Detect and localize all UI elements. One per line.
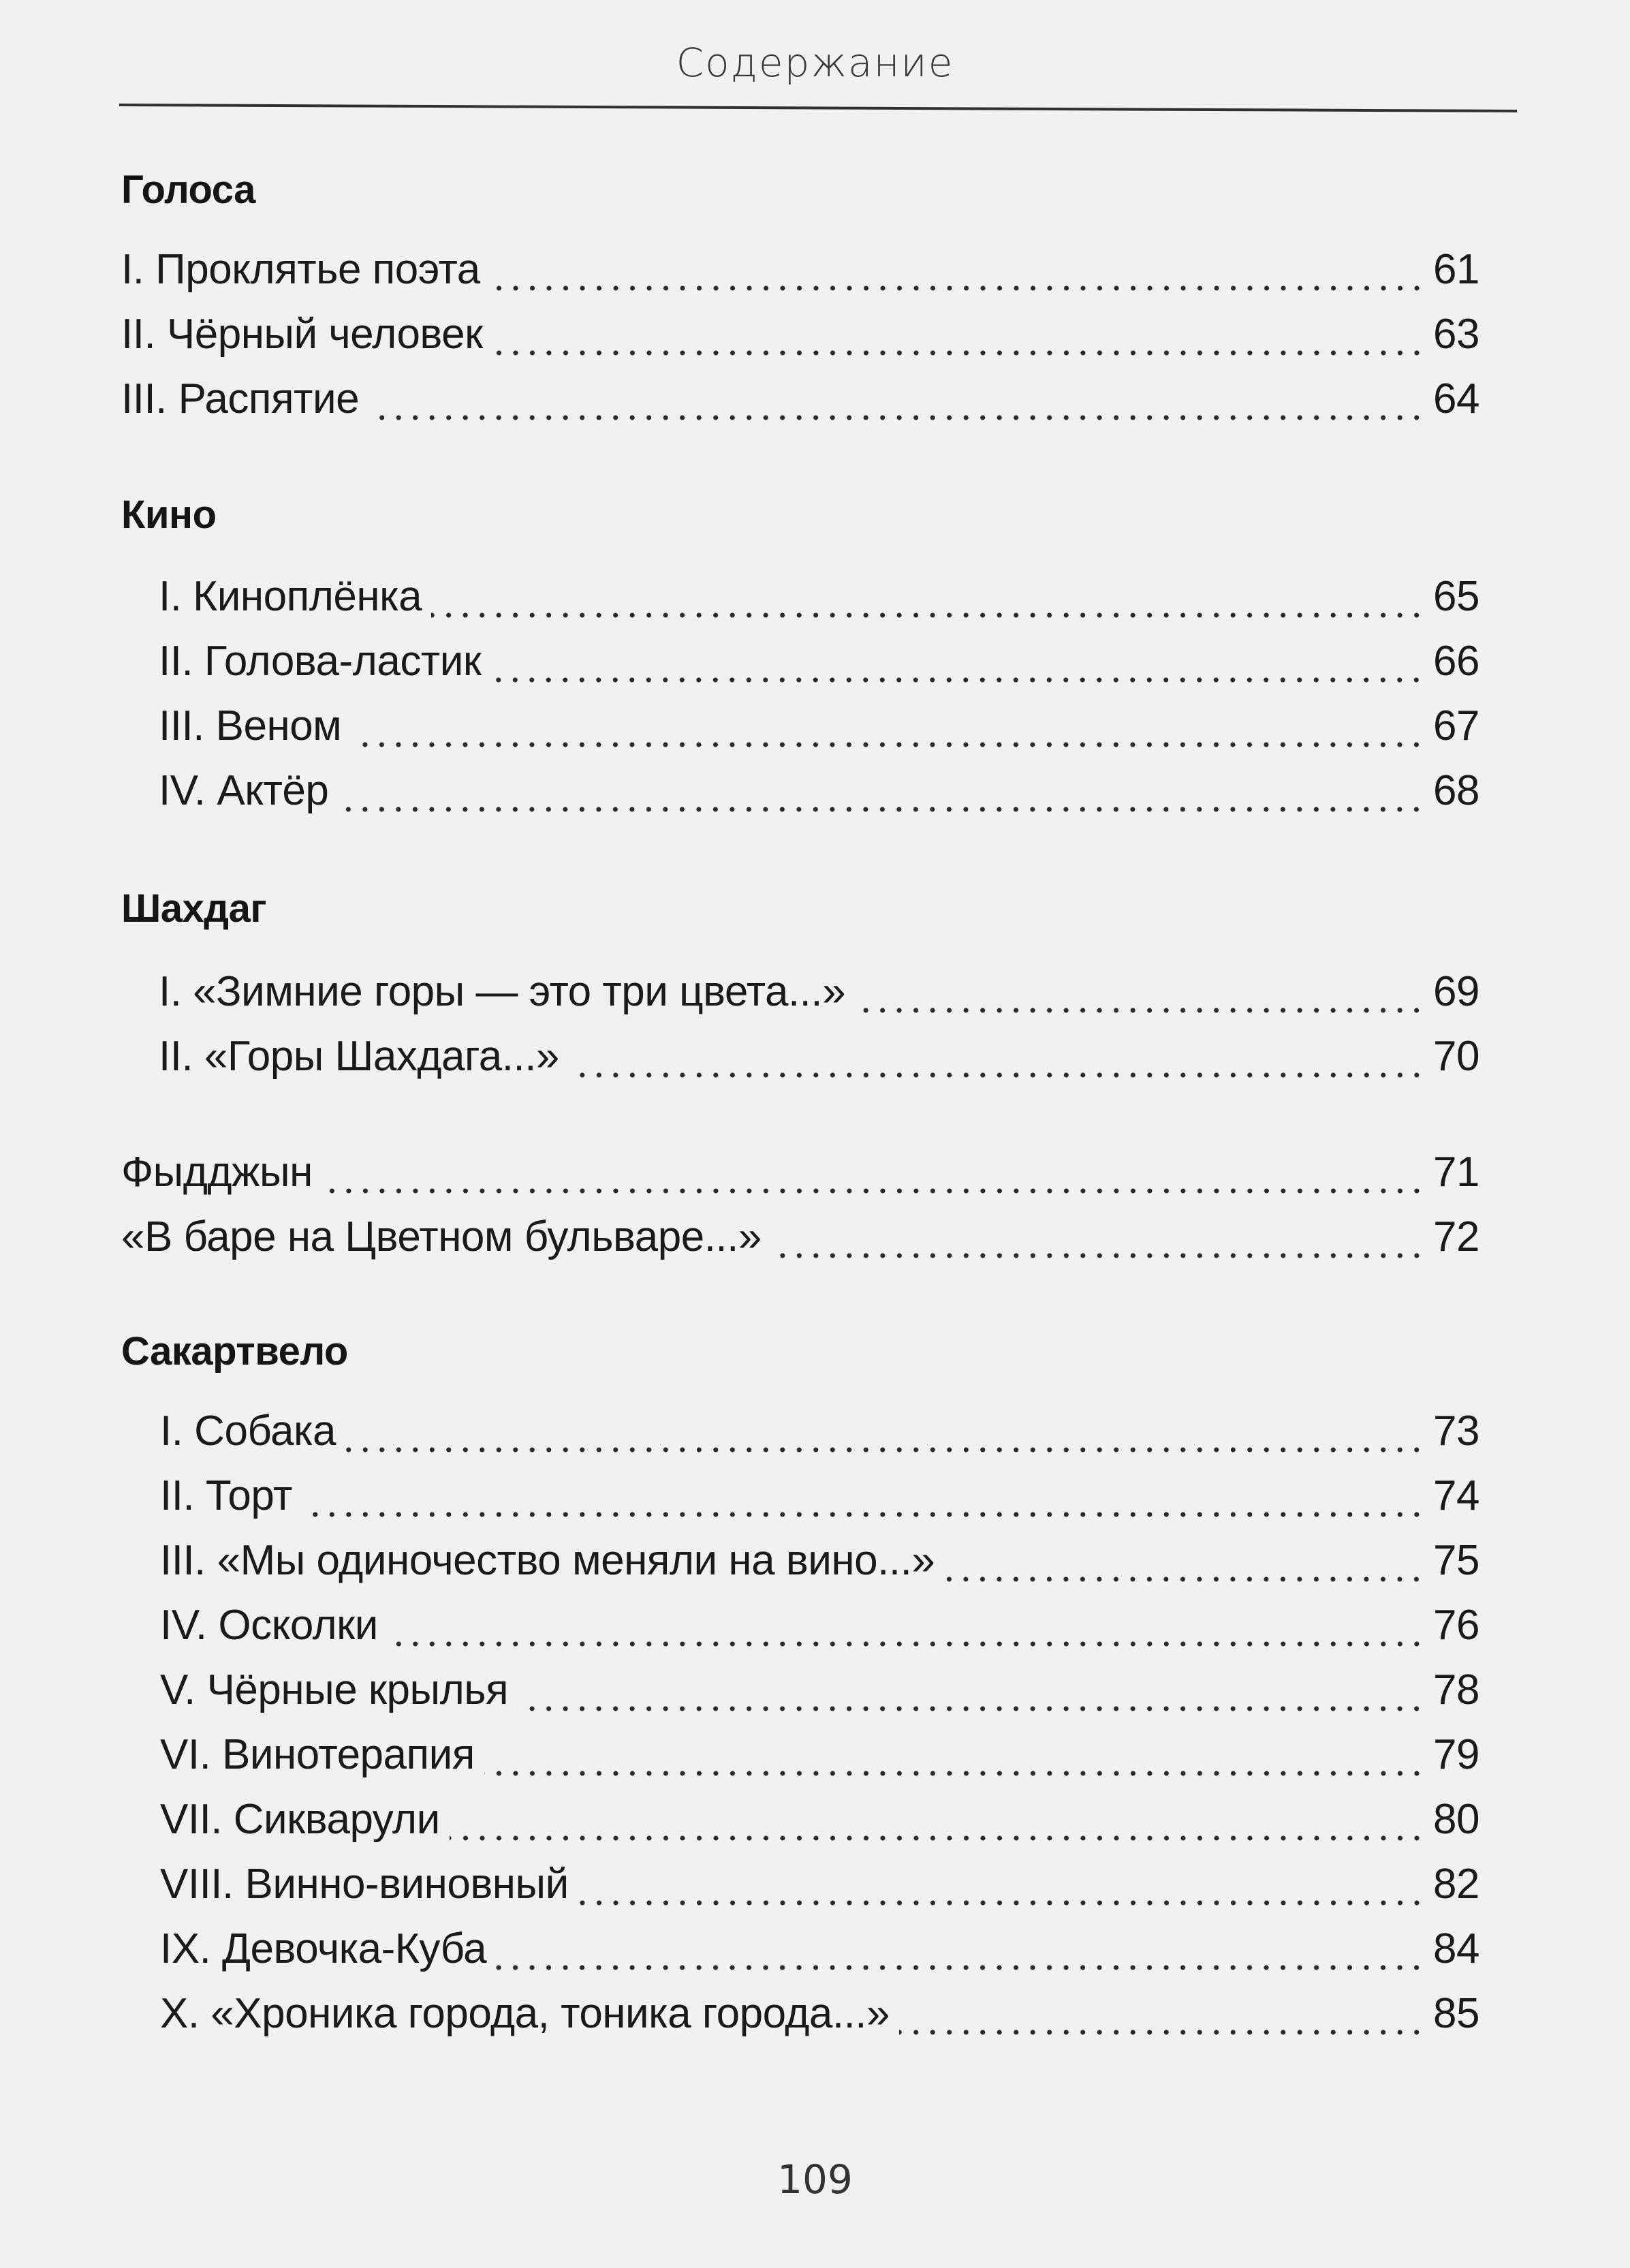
toc-entry-page: 70 <box>1433 1033 1479 1080</box>
toc-entry[interactable] <box>121 766 1479 821</box>
running-head-title: Содержание <box>676 40 954 86</box>
toc-entry-page: 75 <box>1433 1537 1479 1584</box>
toc-entry[interactable] <box>121 1666 1479 1720</box>
toc-entry[interactable] <box>121 1925 1479 1979</box>
section-title-sakartvelo: Сакартвело <box>121 1329 348 1373</box>
toc-entry-page: 74 <box>1433 1472 1479 1519</box>
dot-leader <box>496 1929 1425 1971</box>
dot-leader <box>302 1476 1425 1518</box>
dot-leader <box>771 1217 1425 1259</box>
toc-entry-label: IV. Осколки <box>160 1602 378 1649</box>
toc-entry[interactable] <box>121 1536 1479 1591</box>
toc-entry-page: 65 <box>1433 573 1479 620</box>
toc-entry[interactable] <box>121 1730 1479 1785</box>
dot-leader <box>345 1411 1425 1453</box>
toc-entry-label: Фыдджын <box>121 1149 313 1196</box>
toc-entry-label: IV. Актёр <box>159 767 329 814</box>
toc-entry-label: VIII. Винно-виновный <box>160 1861 569 1908</box>
toc-entry-page: 72 <box>1433 1213 1479 1260</box>
toc-entry-page: 63 <box>1433 311 1479 358</box>
toc-entry-page: 76 <box>1433 1602 1479 1649</box>
toc-entry-label: IX. Девочка-Куба <box>160 1925 487 1972</box>
toc-entry-page: 78 <box>1433 1666 1479 1713</box>
dot-leader <box>492 314 1425 356</box>
toc-entry-page: 84 <box>1433 1925 1479 1972</box>
toc-entry-page: 71 <box>1433 1149 1479 1196</box>
toc-entry[interactable] <box>121 702 1479 756</box>
toc-entry-page: 61 <box>1433 246 1479 293</box>
dot-leader <box>855 972 1425 1014</box>
toc-entry-page: 79 <box>1433 1731 1479 1778</box>
toc-entry-label: III. «Мы одиночество меняли на вино...» <box>160 1537 935 1584</box>
toc-entry-page: 67 <box>1433 702 1479 749</box>
toc-entry[interactable] <box>121 1407 1479 1461</box>
dot-leader <box>450 1799 1425 1842</box>
toc-entry-label: I. Киноплёнка <box>159 573 422 620</box>
dot-leader <box>484 1735 1425 1777</box>
toc-entry[interactable] <box>121 1601 1479 1656</box>
dot-leader <box>518 1670 1425 1712</box>
dot-leader <box>899 1993 1425 2036</box>
toc-entry-label: II. Голова-ластик <box>159 638 482 685</box>
section-title-shahdag: Шахдаг <box>121 886 267 931</box>
toc-entry-page: 73 <box>1433 1408 1479 1455</box>
dot-leader <box>388 1605 1425 1647</box>
toc-entry[interactable] <box>121 1032 1479 1087</box>
toc-entry-label: I. Проклятье поэта <box>121 246 480 293</box>
toc-entry[interactable] <box>121 310 1479 364</box>
toc-entry-label: I. «Зимние горы — это три цвета...» <box>159 968 846 1015</box>
toc-entry[interactable] <box>121 1213 1479 1267</box>
dot-leader <box>338 771 1425 813</box>
toc-entry[interactable] <box>121 572 1479 627</box>
toc-entry-label: X. «Хроника города, тоника города...» <box>160 1990 890 2037</box>
dot-leader <box>490 641 1425 683</box>
toc-entry-label: III. Веном <box>159 702 342 749</box>
dot-leader <box>490 249 1425 292</box>
toc-entry-page: 66 <box>1433 638 1479 685</box>
toc-entry[interactable] <box>121 375 1479 429</box>
toc-entry-page: 68 <box>1433 767 1479 814</box>
toc-entry-label: II. «Горы Шахдага...» <box>159 1033 559 1080</box>
dot-leader <box>351 706 1425 748</box>
dot-leader <box>569 1036 1425 1078</box>
toc-entry[interactable] <box>121 1989 1479 2044</box>
section-title-golosa: Голоса <box>121 168 255 212</box>
dot-leader <box>322 1152 1425 1194</box>
toc-entry-label: «В баре на Цветном бульваре...» <box>121 1213 762 1260</box>
toc-entry[interactable] <box>121 637 1479 692</box>
dot-leader <box>944 1540 1425 1583</box>
section-title-kino: Кино <box>121 493 217 537</box>
toc-entry-page: 85 <box>1433 1990 1479 2037</box>
dot-leader <box>369 379 1425 421</box>
toc-entry-page: 64 <box>1433 375 1479 422</box>
toc-entry-label: II. Чёрный человек <box>121 311 483 358</box>
toc-entry[interactable] <box>121 1472 1479 1526</box>
dot-leader <box>578 1864 1425 1906</box>
toc-entry-label: VII. Сикварули <box>160 1796 440 1843</box>
page-number: 109 <box>777 2156 853 2203</box>
toc-entry[interactable] <box>121 1148 1479 1202</box>
toc-entry-page: 82 <box>1433 1861 1479 1908</box>
toc-entry-label: V. Чёрные крылья <box>160 1666 509 1713</box>
header-rule-divider <box>119 104 1517 112</box>
toc-entry-label: II. Торт <box>160 1472 292 1519</box>
toc-entry-page: 80 <box>1433 1796 1479 1843</box>
toc-entry[interactable] <box>121 245 1479 300</box>
toc-entry-label: VI. Винотерапия <box>160 1731 475 1778</box>
toc-entry[interactable] <box>121 967 1479 1022</box>
toc-entry-label: I. Собака <box>160 1408 336 1455</box>
toc-entry-page: 69 <box>1433 968 1479 1015</box>
toc-entry-label: III. Распятие <box>121 375 360 422</box>
toc-entry[interactable] <box>121 1795 1479 1850</box>
dot-leader <box>431 576 1425 619</box>
toc-entry[interactable] <box>121 1860 1479 1914</box>
